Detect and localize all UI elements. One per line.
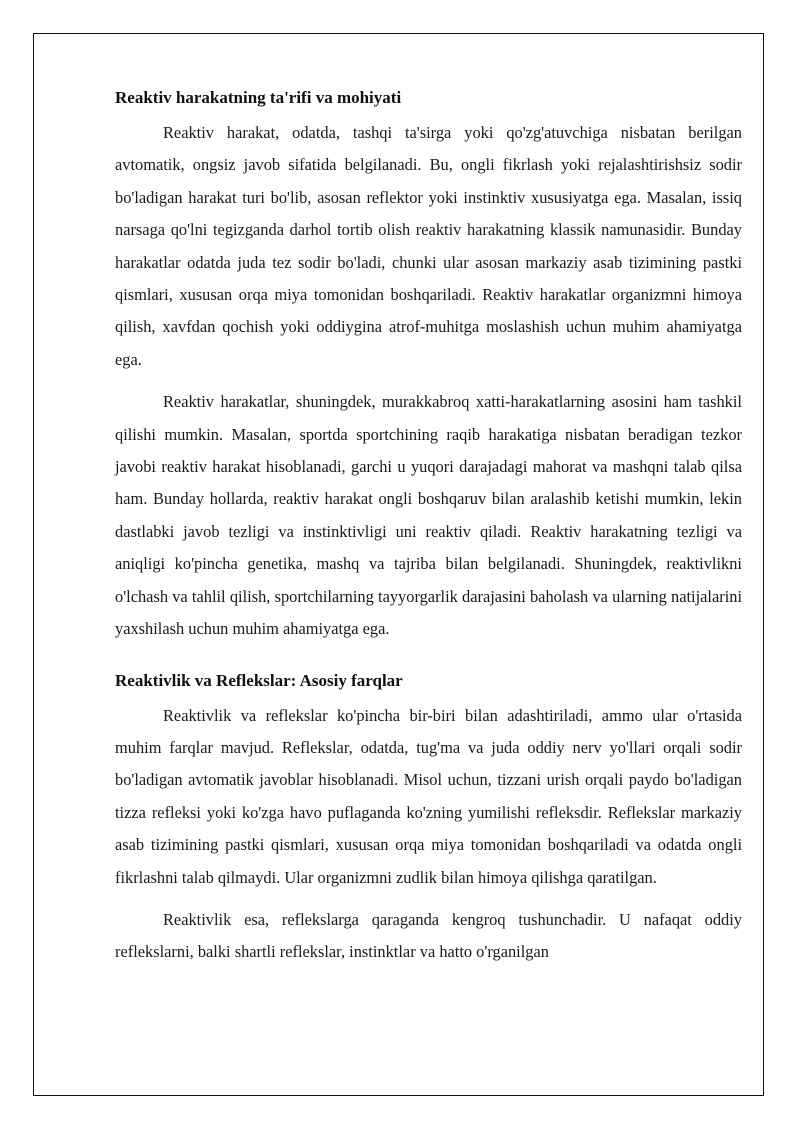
paragraph-differences-2: Reaktivlik esa, reflekslarga qaraganda kengroq tushunchadir. U nafaqat oddiy reflekslarni, balki shartli reflekslar, instinktlar va hatto o'rganilgan — [115, 909, 742, 962]
paragraph-definition-1: Reaktiv harakat, odatda, tashqi ta'sirga yoki qo'zg'atuvchiga nisbatan berilgan avtomatik, ongsiz javob sifatida belgilanadi. Bu, ongli fikrlash yoki rejalashtirishsiz sodir bo'ladigan harakat turi bo'lib, asosan reflektor yoki instinktiv xususiyatga ega. Masalan, issiq narsaga qo'lni tegizganda darhol tortib olish reaktiv harakatning klassik namunasidir. Bunday harakatlar odatda juda tez sodir bo'ladi, chunki ular asosan markaziy asab tizimining pastki qismlari, xususan orqa miya tomonidan boshqariladi. Reaktiv harakatlar organizmni himoya qilish, xavfdan qochish yoki oddiygina atrof-muhitga moslashish uchun muhim ahamiyatga ega. — [115, 123, 742, 369]
paragraph-differences-1: Reaktivlik va reflekslar ko'pincha bir-biri bilan adashtiriladi, ammo ular o'rtasida muhim farqlar mavjud. Reflekslar, odatda, tug'ma va juda oddiy nerv yo'llari orqali sodir bo'ladigan avtomatik javoblar hisoblanadi. Misol uchun, tizzani urish orqali paydo bo'ladigan tizza refleksi yoki ko'zga havo puflaganda ko'zning yumilishi refleksdir. Reflekslar markaziy asab tizimining pastki qismlari, xususan orqa miya tomonidan boshqariladi va odatda ongli fikrlashni talab qilmaydi. Ular organizmni zudlik bilan himoya qilishga qaratilgan. — [115, 705, 742, 887]
section-heading-definition: Reaktiv harakatning ta'rifi va mohiyati — [115, 88, 402, 107]
section-heading-differences: Reaktivlik va Reflekslar: Asosiy farqlar — [115, 670, 403, 690]
paragraph-definition-2: Reaktiv harakatlar, shuningdek, murakkabroq xatti-harakatlarning asosini ham tashkil qilishi mumkin. Masalan, sportda sportchining raqib harakatiga nisbatan beradigan tezkor javobi reaktiv harakat hisoblanadi, garchi u yuqori darajadagi mahorat va mashqni talab qilsa ham. Bunday hollarda, reaktiv harakat ongli boshqaruv bilan aralashib ketishi mumkin, lekin dastlabki javob tezligi va instinktivligi uni reaktiv qiladi. Reaktiv harakatning tezligi va aniqligi ko'pincha genetika, mashq va tajriba bilan belgilanadi. Shuningdek, reaktivlikni o'lchash va tahlil qilish, sportchilarning tayyorgarlik darajasini baholash va ularning natijalarini yaxshilash uchun muhim ahamiyatga ega. — [115, 392, 742, 639]
document-body — [115, 87, 742, 969]
